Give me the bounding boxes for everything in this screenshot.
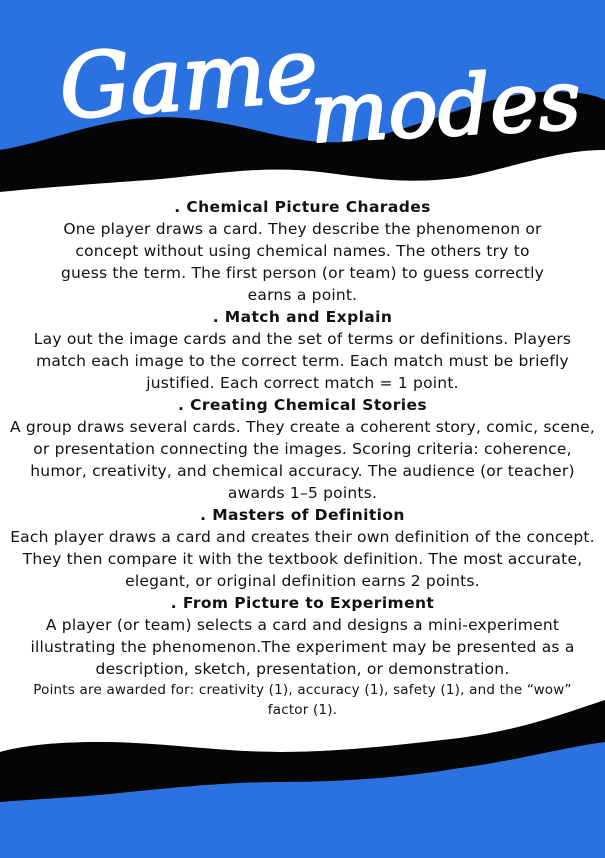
mode-heading: . Creating Chemical Stories (178, 396, 427, 414)
mode-heading: . From Picture to Experiment (170, 594, 435, 612)
title-modes: modes (308, 52, 583, 162)
mode-chemical-picture-charades (8, 196, 597, 306)
mode-masters-of-definition (8, 504, 597, 592)
mode-creating-chemical-stories (8, 394, 597, 504)
game-modes-content (8, 196, 597, 720)
title-game: Game (56, 18, 322, 139)
mode-heading: . Chemical Picture Charades (174, 198, 431, 216)
mode-description: Lay out the image cards and the set of terms or definitions. Players match each image to the correct term. Each match must be briefly justified. Each correct match = 1 point. (33, 330, 572, 392)
mode-scoring-note: Points are awarded for: creativity (1), accuracy (1), safety (1), and the “wow” factor (1). (33, 682, 572, 718)
mode-description: A group draws several cards. They create a coherent story, comic, scene, or presentation connecting the images. Scoring criteria: coherence, humor, creativity, and chemical accuracy. The audience (or teacher) awards 1–5 points. (9, 418, 596, 502)
mode-heading: . Masters of Definition (200, 506, 405, 524)
mode-match-and-explain (8, 306, 597, 394)
mode-description: Each player draws a card and creates their own definition of the concept. They then compare it with the textbook definition. The most accurate, elegant, or original definition earns 2 points. (10, 528, 595, 590)
mode-from-picture-to-experiment (8, 592, 597, 720)
mode-heading: . Match and Explain (212, 308, 393, 326)
mode-description: A player (or team) selects a card and designs a mini-experiment illustrating the phenomenon.The experiment may be presented as a description, sketch, presentation, or demonstration. (30, 616, 575, 678)
mode-description: One player draws a card. They describe the phenomenon or concept without using chemical names. The others try to guess the term. The first person (or team) to guess correctly earns a point. (60, 220, 545, 304)
title-graphic (0, 0, 605, 200)
